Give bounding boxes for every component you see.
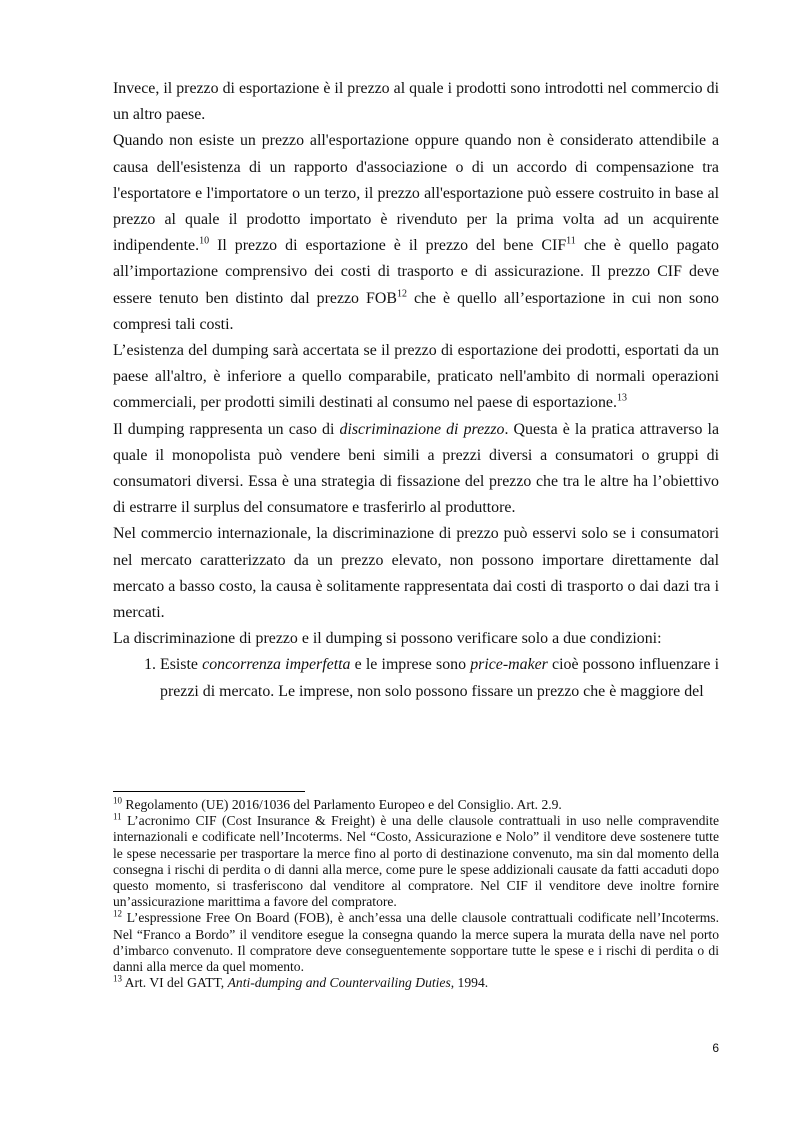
footnote-ref[interactable]: 12 [396,288,407,300]
footnote-ref[interactable]: 11 [566,235,576,247]
footnote-separator [113,791,305,792]
paragraph: Nel commercio internazionale, la discriminazione di prezzo può esservi solo se i consumatori nel mercato caratterizzato da un prezzo elevato, non possono importare direttamente dal mercato a basso costo, la causa è solitamente rappresentata dai costi di trasporto o dai dazi tra i mercati. [113,525,719,622]
page-number: 6 [712,1041,719,1055]
paragraph: Il dumping rappresenta un caso di discriminazione di prezzo. Questa è la pratica attraverso la quale il monopolista può vendere beni simili a prezzi diversi a consumatori o gruppi di consumatori diversi. Essa è una strategia di fissazione del prezzo che tra le altre ha l’obiettivo di estrarre il surplus del consumatore e trasferirlo al produttore. [113,420,720,517]
paragraph: Invece, il prezzo di esportazione è il prezzo al quale i prodotti sono introdotti nel commercio di un altro paese. [113,80,719,124]
document-body [113,76,719,705]
conditions-list [113,652,719,704]
footnotes [113,797,719,991]
paragraph: Quando non esiste un prezzo all'esportazione oppure quando non è considerato attendibile a causa dell'esistenza di un rapporto d'associazione o di un accordo di compensazione tra l'esportatore e l'importatore o un terzo, il prezzo all'esportazione può essere costruito in base al prezzo al quale il prodotto importato è rivenduto per la prima volta ad un acquirente indipendente.$^{10}$ Il prezzo di esportazione è il prezzo del bene CIF$^{11}$ che è quello pagato all’importazione comprensivo dei costi di trasporto e di assicurazione. Il prezzo CIF deve essere tenuto ben distinto dal prezzo FOB$^{12}$ che è quello all’esportazione in cui non sono compresi tali costi. [113,132,720,333]
footnote-ref[interactable]: 10 [199,235,210,247]
footnote: $^{12}$ L’espressione Free On Board (FOB), è anch’essa una delle clausole contrattuali codificate nell’Incoterms. Nel “Franco a Bordo” il venditore esegue la consegna quando la merce supera la murata della nave nel porto d’imbarco convenuto. Il compratore deve conseguentemente sopportare tutte le spese e i rischi di perdita o di danni alla merce da quel momento. [113,908,719,975]
paragraph: La discriminazione di prezzo e il dumping si possono verificare solo a due condizioni: [113,630,662,648]
paragraph: L’esistenza del dumping sarà accertata se il prezzo di esportazione dei prodotti, esportati da un paese all'altro, è inferiore a quello comparabile, praticato nell'ambito di normali operazioni commerciali, per prodotti simili destinati al consumo nel paese di esportazione.$^{13}$ [113,342,719,412]
footnote: $^{10}$ Regolamento (UE) 2016/1036 del Parlamento Europeo e del Consiglio. Art. 2.9. [113,795,562,812]
footnote: $^{11}$ L’acronimo CIF (Cost Insurance & Freight) è una delle clausole contrattuali in uso nelle compravendite internazionali e codificate nell’Incoterms. Nel “Costo, Assicurazione e Nolo” il venditore deve sostenere tutte le spese necessarie per trasportare la merce fino al porto di destinazione convenuto, ma sin dal momento della consegna i rischi di perdita o di danni alla merce, come pure le spese addizionali causate da fatti accaduti dopo questo momento, si trasferiscono dal venditore al compratore. Nel CIF il venditore deve inoltre fornire un’assicurazione marittima a favore del compratore. [113,811,719,910]
footnote-ref[interactable]: 13 [616,393,627,405]
footnote: $^{13}$ Art. VI del GATT, Anti-dumping and Countervailing Duties, 1994. [113,973,489,991]
list-item: 1. Esiste concorrenza imperfetta e le imprese sono price-maker cioè possono influenzare i prezzi di mercato. Le imprese, non solo possono fissare un prezzo che è maggiore del [160,652,719,704]
